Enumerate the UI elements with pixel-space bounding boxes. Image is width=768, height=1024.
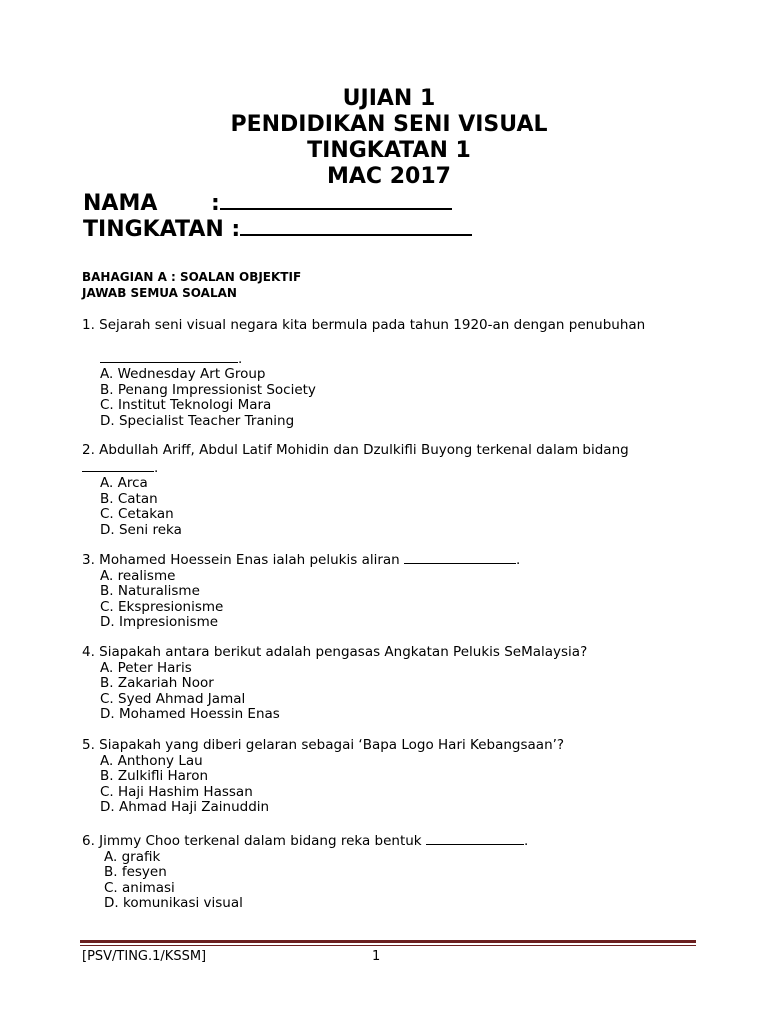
footer-rule-thin (80, 945, 696, 946)
option-a[interactable]: A. realisme (100, 567, 176, 584)
question-6-stem: 6. Jimmy Choo terkenal dalam bidang reka bentuk . (82, 833, 529, 849)
option-a[interactable]: A. Wednesday Art Group (100, 366, 266, 383)
footer-code: [PSV/TING.1/KSSM] (82, 949, 207, 964)
answer-blank[interactable] (82, 459, 154, 472)
question-2 (82, 443, 629, 539)
title-line-date: MAC 2017 (327, 164, 451, 189)
answer-blank[interactable] (404, 551, 516, 564)
option-d[interactable]: D. Seni reka (100, 521, 182, 538)
section-header (82, 269, 301, 301)
option-c[interactable]: C. Cetakan (100, 506, 174, 523)
name-field (83, 190, 452, 217)
question-2-continuation: . (82, 459, 629, 477)
option-c[interactable]: C. Haji Hashim Hassan (100, 783, 253, 800)
question-5-stem: 5. Siapakah yang diberi gelaran sebagai ‘Bapa Logo Hari Kebangsaan’? (82, 737, 565, 753)
name-label: NAMA : (83, 191, 220, 216)
question-1-continuation: . (82, 350, 645, 368)
option-d[interactable]: D. Impresionisme (100, 614, 219, 631)
option-b[interactable]: B. Zakariah Noor (100, 675, 214, 692)
option-a[interactable]: A. Arca (100, 475, 148, 492)
option-c[interactable]: C. animasi (104, 879, 175, 896)
section-instruction: JAWAB SEMUA SOALAN (82, 286, 237, 300)
option-b[interactable]: B. Penang Impressionist Society (100, 381, 316, 398)
title-line-subject: PENDIDIKAN SENI VISUAL (230, 112, 548, 137)
name-blank[interactable] (220, 190, 452, 210)
question-2-stem: 2. Abdullah Ariff, Abdul Latif Mohidin dan Dzulkifli Buyong terkenal dalam bidang (82, 442, 629, 458)
question-3-stem: 3. Mohamed Hoessein Enas ialah pelukis aliran . (82, 552, 521, 568)
option-b[interactable]: B. fesyen (104, 864, 167, 881)
question-3 (82, 551, 520, 631)
question-4-stem: 4. Siapakah antara berikut adalah pengasas Angkatan Pelukis SeMalaysia? (82, 644, 588, 660)
answer-blank[interactable] (426, 832, 524, 845)
title-line-form: TINGKATAN 1 (307, 138, 471, 163)
option-d[interactable]: D. Mohamed Hoessin Enas (100, 706, 280, 723)
question-1-stem: 1. Sejarah seni visual negara kita bermula pada tahun 1920-an dengan penubuhan (82, 317, 646, 333)
footer-rule-thick (80, 940, 696, 943)
form-label: TINGKATAN : (83, 217, 241, 242)
question-6 (82, 832, 528, 912)
option-a[interactable]: A. Peter Haris (100, 659, 192, 676)
option-c[interactable]: C. Ekspresionisme (100, 598, 224, 615)
option-b[interactable]: B. Catan (100, 490, 158, 507)
page-number: 1 (372, 949, 381, 964)
option-c[interactable]: C. Institut Teknologi Mara (100, 397, 272, 414)
option-d[interactable]: D. Specialist Teacher Traning (100, 412, 295, 429)
option-a[interactable]: A. Anthony Lau (100, 752, 203, 769)
option-d[interactable]: D. Ahmad Haji Zainuddin (100, 799, 270, 816)
question-4 (82, 645, 587, 723)
section-heading: BAHAGIAN A : SOALAN OBJEKTIF (82, 270, 302, 284)
option-b[interactable]: B. Naturalisme (100, 583, 200, 600)
title-line-exam: UJIAN 1 (342, 86, 436, 111)
option-d[interactable]: D. komunikasi visual (104, 895, 243, 912)
exam-title (0, 86, 768, 190)
answer-blank[interactable] (100, 350, 238, 363)
option-b[interactable]: B. Zulkifli Haron (100, 768, 209, 785)
option-a[interactable]: A. grafik (104, 848, 161, 865)
form-field (83, 216, 472, 243)
question-1 (82, 318, 645, 430)
question-5 (82, 738, 564, 816)
form-blank[interactable] (240, 216, 472, 236)
option-c[interactable]: C. Syed Ahmad Jamal (100, 690, 246, 707)
